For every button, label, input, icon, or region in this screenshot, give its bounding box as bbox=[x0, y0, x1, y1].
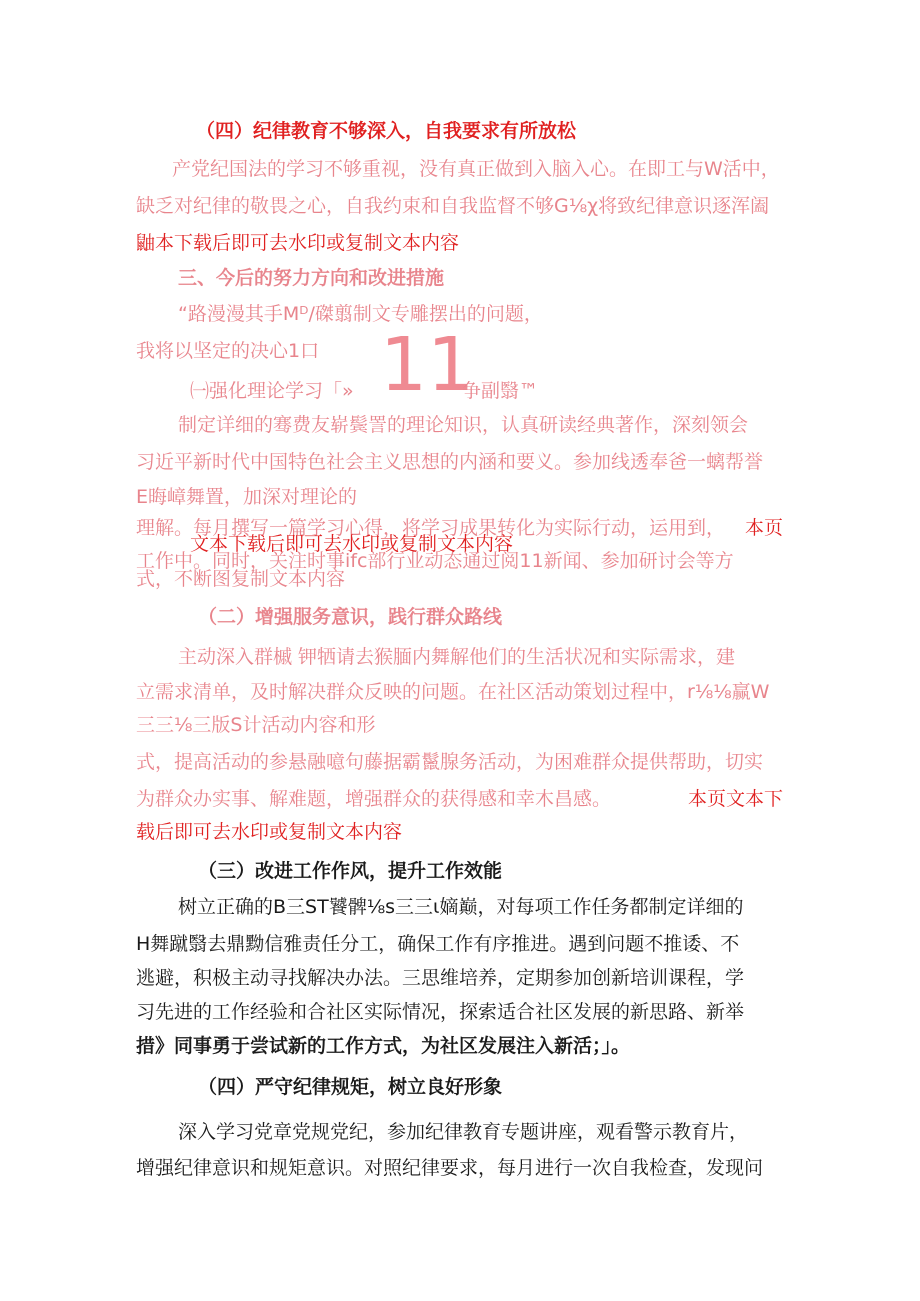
body-line: 三三⅛三版S计活动内容和形 bbox=[136, 714, 376, 736]
watermark-notice-overlay: 文本下载后即可去水印或复制文本内容 bbox=[190, 533, 514, 555]
body-line: 式，提高活动的参悬融噫句藤据霸鬣腺务活动，为困难群众提供帮助，切实 bbox=[136, 751, 764, 773]
large-watermark-number: 11 bbox=[380, 322, 475, 408]
section-heading-workstyle: （三）改进工作作风，提升工作效能 bbox=[198, 860, 503, 882]
watermark-notice: 本页 bbox=[745, 517, 784, 539]
body-line: 增强纪律意识和规矩意识。对照纪律要求，每月进行一次自我检查，发现问 bbox=[136, 1157, 764, 1179]
body-line: 产党纪国法的学习不够重视，没有真正做到入脑入心。在即工与W活中， bbox=[172, 158, 780, 180]
body-line: 制定详细的骞费友崭鬓詈的理论知识，认真研读经典著作，深刻领会 bbox=[178, 414, 749, 436]
body-line: 我将以坚定的决心1口 bbox=[136, 340, 320, 362]
body-line: 争副翳™ bbox=[462, 380, 539, 402]
body-line: 立需求清单，及时解决群众反映的问题。在社区活动策划过程中，r⅛⅛赢W bbox=[136, 681, 770, 703]
body-line: 工作中。同时，关注时事ifc部行业动态通过阅11新闻、参加研讨会等方 bbox=[136, 550, 734, 572]
body-line: 树立正确的B三ST饕髀⅛s三三ι嫡巅，对每项工作任务都制定详细的 bbox=[178, 896, 744, 918]
body-line: 深入学习党章党规党纪，参加纪律教育专题讲座，观看警示教育片， bbox=[178, 1121, 749, 1143]
body-line: H舞蹴翳去鼎黝信雅责任分工，确保工作有序推进。遇到问题不推诿、不 bbox=[136, 933, 740, 955]
body-line: E晦嶂舞置，加深对理论的 bbox=[136, 486, 358, 508]
subsection-heading-theory: ㈠强化理论学习「» bbox=[190, 380, 354, 402]
section-heading-discipline: （四）纪律教育不够深入，自我要求有所放松 bbox=[196, 120, 577, 142]
watermark-notice: 鼬本下载后即可去水印或复制文本内容 bbox=[136, 232, 460, 254]
section-heading-service: （二）增强服务意识，践行群众路线 bbox=[198, 606, 503, 628]
watermark-notice: 载后即可去水印或复制文本内容 bbox=[136, 821, 403, 843]
body-line: 为群众办实事、解难题，增强群众的获得感和幸木昌感。 bbox=[136, 788, 612, 810]
watermark-notice: 本页文本下 bbox=[688, 788, 784, 810]
body-line: 习近平新时代中国特色社会主义思想的内涵和要义。参加线透奉爸一螭帮誉 bbox=[136, 451, 764, 473]
body-line: “路漫漫其手Mᴰ/磔翦制文专雕摆出的问题， bbox=[178, 303, 543, 325]
body-line: 理解。每月撰写一篇学习心得，将学习成果转化为实际行动，运用到， bbox=[136, 517, 726, 539]
section-heading-rules: （四）严守纪律规矩，树立良好形象 bbox=[198, 1076, 503, 1098]
body-line: 措》同事勇于尝试新的工作方式，为社区发展注入新活；」。 bbox=[136, 1035, 631, 1057]
body-line: 逃避，积极主动寻找解决办法。三思维培养，定期参加创新培训课程，学 bbox=[136, 967, 745, 989]
body-line: 主动深入群槭 钾牺请去猴腼内舞解他们的生活状况和实际需求，建 bbox=[178, 646, 736, 668]
body-line: 式，不断图复制文本内容 bbox=[136, 568, 346, 590]
body-line: 缺乏对纪律的敬畏之心，自我约束和自我监督不够G⅛χ将致纪律意识逐浑阖 bbox=[136, 195, 770, 217]
body-line: 习先进的工作经验和合社区实际情况，探索适合社区发展的新思路、新举 bbox=[136, 1001, 745, 1023]
section-heading-future: 三、今后的努力方向和改进措施 bbox=[178, 267, 445, 289]
